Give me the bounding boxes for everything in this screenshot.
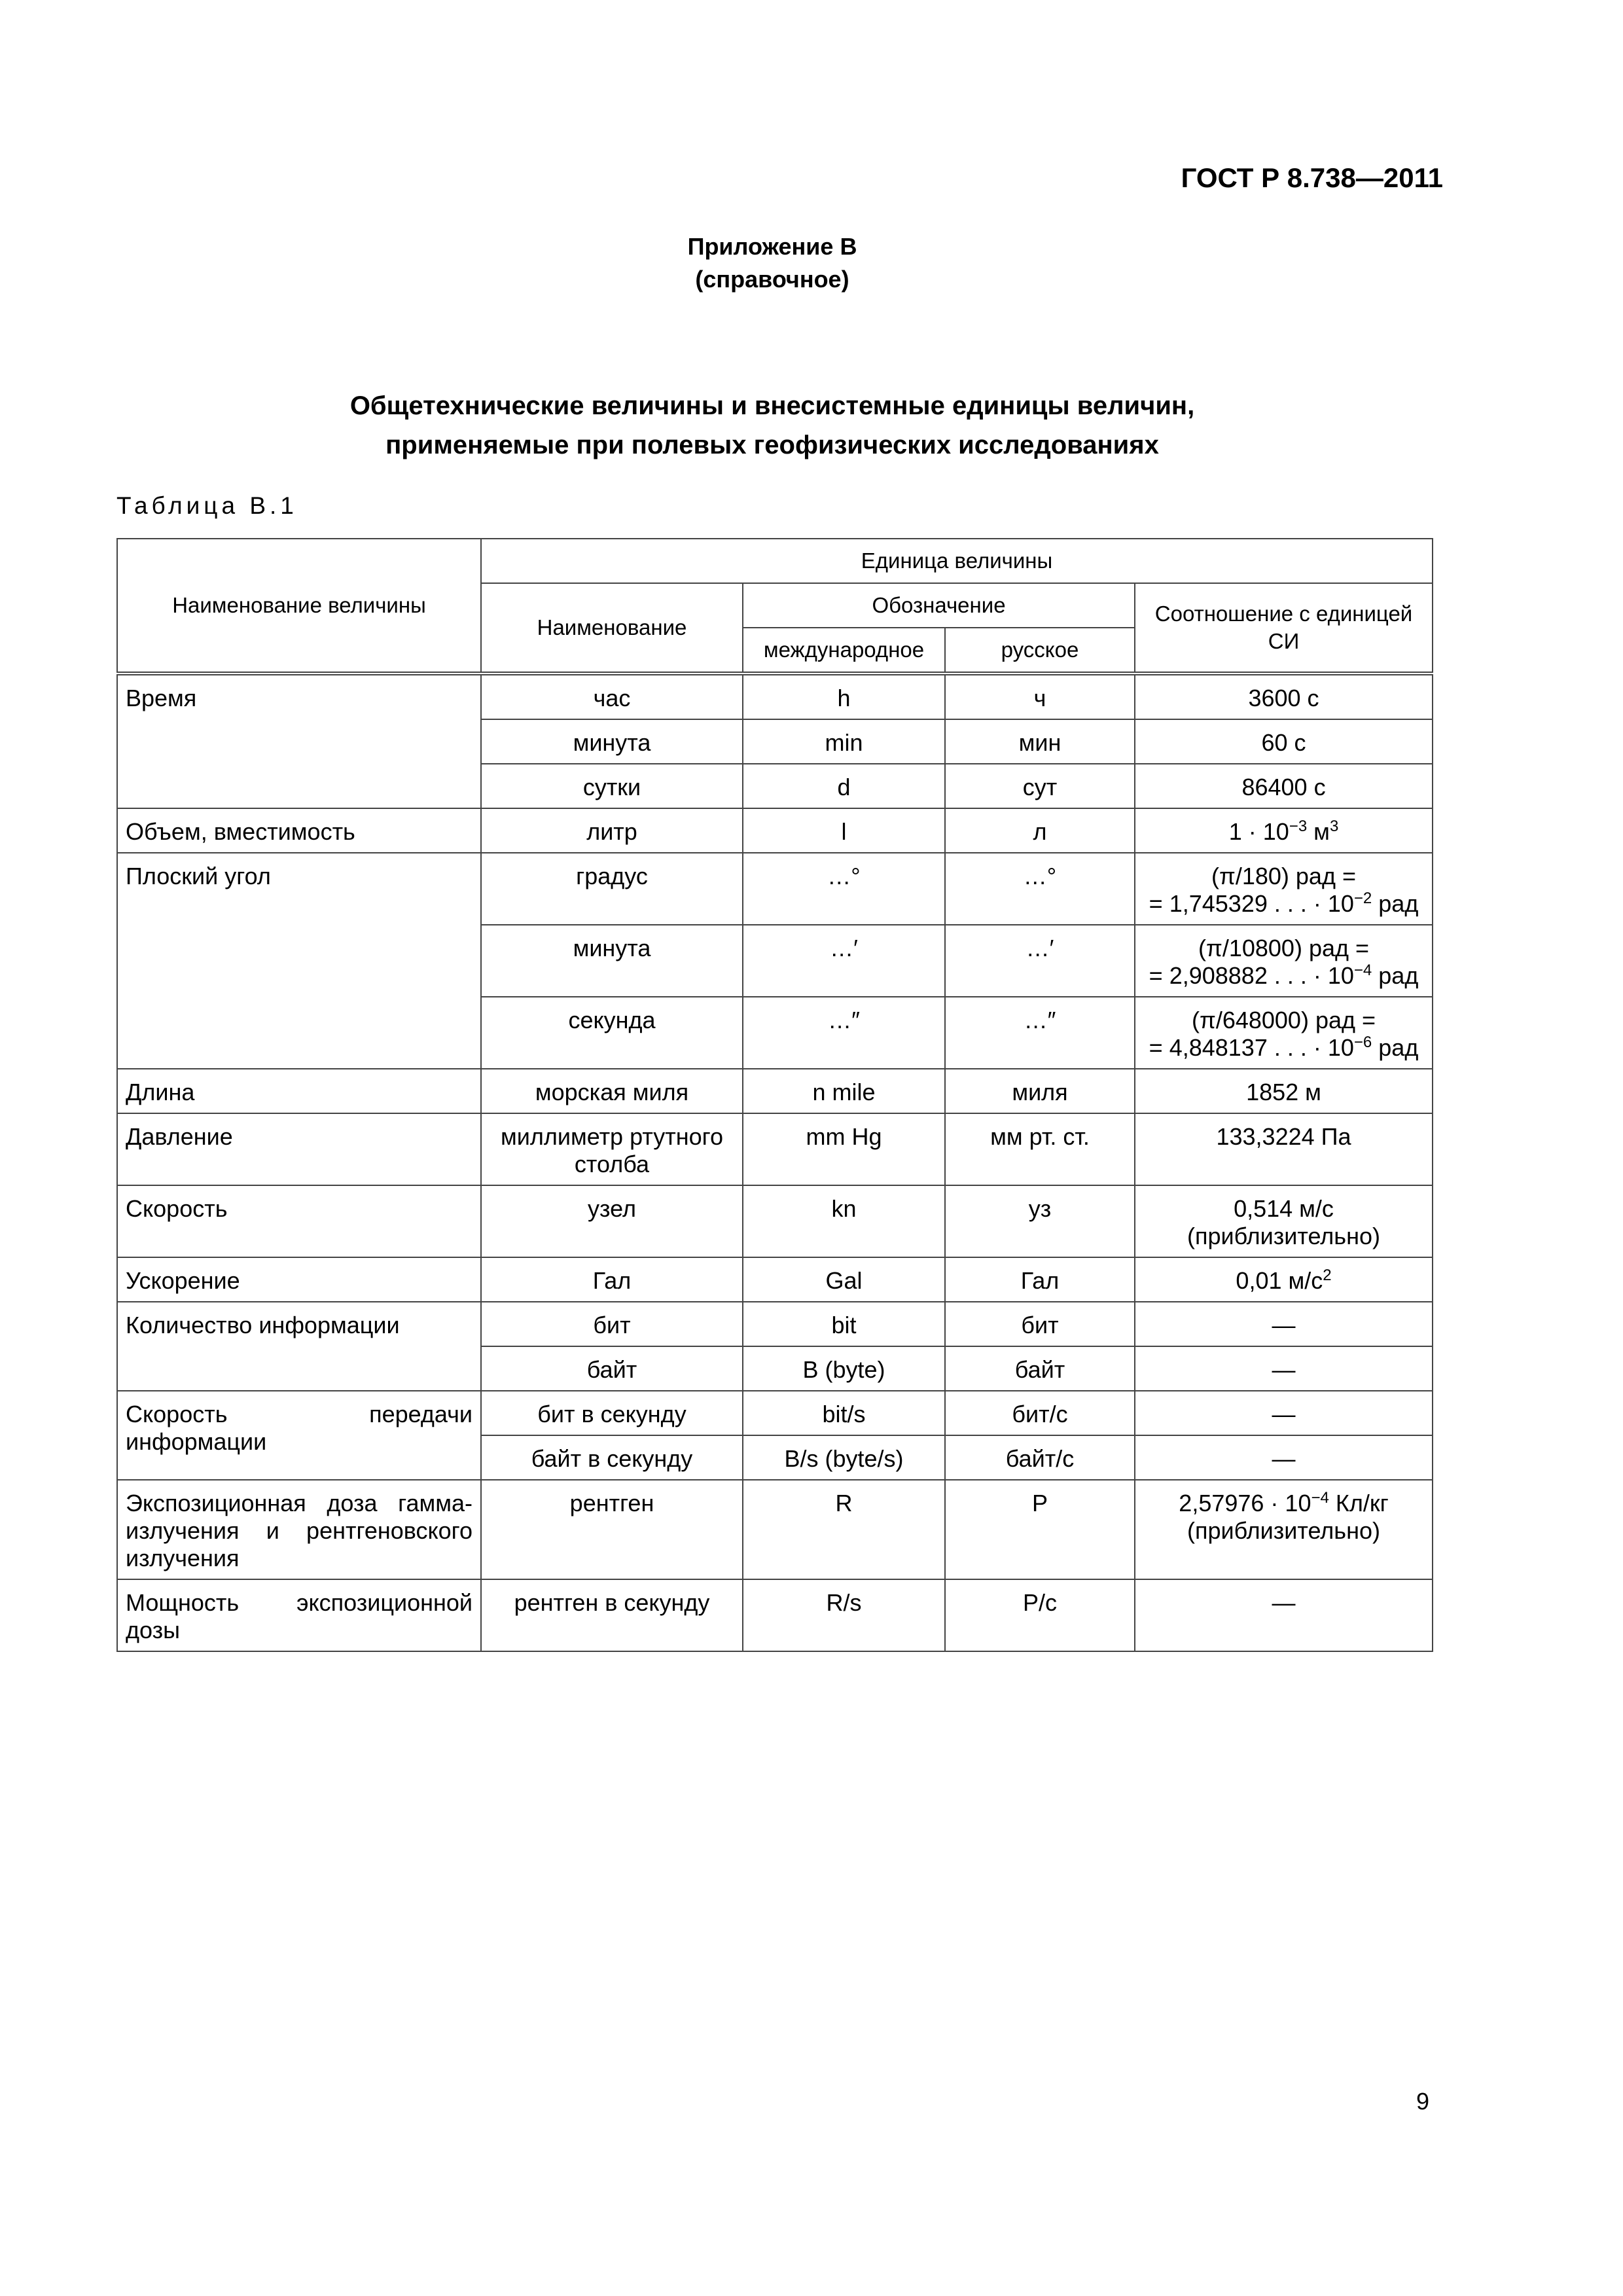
table-row <box>117 673 1433 719</box>
si-relation-cell: 0,01 $м/с^2$ <box>1135 1257 1433 1302</box>
unit-name-cell: Гал <box>481 1257 743 1302</box>
si-relation-cell: — <box>1135 1346 1433 1391</box>
si-relation-cell: — <box>1135 1302 1433 1346</box>
intl-symbol-cell: l <box>743 808 945 853</box>
rus-symbol-cell: …° <box>945 853 1135 925</box>
quantity-cell: Время <box>117 673 481 808</box>
unit-name-cell: байт в секунду <box>481 1435 743 1480</box>
unit-name-cell: байт <box>481 1346 743 1391</box>
header-quantity-name: Наименование величины <box>117 539 481 673</box>
table-row <box>117 853 1433 925</box>
si-relation-cell: $2,57976 \cdot 10^{-4}$ Кл/кг (приблизительно) <box>1135 1480 1433 1579</box>
si-relation-cell: — <box>1135 1579 1433 1651</box>
si-relation-cell: 133,3224 Па <box>1135 1113 1433 1185</box>
header-unit: Единица величины <box>481 539 1433 583</box>
rus-symbol-cell: Р/с <box>945 1579 1135 1651</box>
intl-symbol-cell: n mile <box>743 1069 945 1113</box>
quantity-cell: Ускорение <box>117 1257 481 1302</box>
table-row <box>117 1391 1433 1435</box>
unit-name-cell: минута <box>481 925 743 997</box>
quantity-cell: Плоский угол <box>117 853 481 1069</box>
page-number: 9 <box>1416 2088 1429 2115</box>
units-table <box>116 538 1433 1652</box>
section-title-line-1: Общетехнические величины и внесистемные единицы величин, <box>349 391 1195 420</box>
unit-name-cell: минута <box>481 719 743 764</box>
si-relation-cell: 1852 м <box>1135 1069 1433 1113</box>
rus-symbol-cell: Гал <box>945 1257 1135 1302</box>
table-row <box>117 1113 1433 1185</box>
header-si-relation: Соотношение с единицей СИ <box>1135 583 1433 673</box>
quantity-cell: Количество информации <box>117 1302 481 1391</box>
si-relation-cell: 60 с <box>1135 719 1433 764</box>
intl-symbol-cell: R <box>743 1480 945 1579</box>
appendix-subtitle: (справочное) <box>695 266 849 293</box>
table-row <box>117 1257 1433 1302</box>
intl-symbol-cell: R/s <box>743 1579 945 1651</box>
table-body <box>117 673 1433 1651</box>
intl-symbol-cell: mm Hg <box>743 1113 945 1185</box>
intl-symbol-cell: Gal <box>743 1257 945 1302</box>
unit-name-cell: бит в секунду <box>481 1391 743 1435</box>
rus-symbol-cell: л <box>945 808 1135 853</box>
quantity-cell: Длина <box>117 1069 481 1113</box>
intl-symbol-cell: …″ <box>743 997 945 1069</box>
rus-symbol-cell: мин <box>945 719 1135 764</box>
unit-name-cell: рентген в секунду <box>481 1579 743 1651</box>
rus-symbol-cell: …″ <box>945 997 1135 1069</box>
unit-name-cell: миллиметр ртутного столба <box>481 1113 743 1185</box>
intl-symbol-cell: …′ <box>743 925 945 997</box>
rus-symbol-cell: Р <box>945 1480 1135 1579</box>
unit-name-cell: узел <box>481 1185 743 1257</box>
rus-symbol-cell: сут <box>945 764 1135 808</box>
table-row <box>117 1185 1433 1257</box>
si-relation-cell: 86400 с <box>1135 764 1433 808</box>
table-row <box>117 1579 1433 1651</box>
rus-symbol-cell: миля <box>945 1069 1135 1113</box>
quantity-cell: Скорость передачи информации <box>117 1391 481 1480</box>
si-relation-cell: $1 \cdot 10^{-3}$ $м^3$ <box>1135 808 1433 853</box>
quantity-cell: Мощность экспозиционной дозы <box>117 1579 481 1651</box>
si-relation-cell: 3600 с <box>1135 673 1433 719</box>
rus-symbol-cell: байт <box>945 1346 1135 1391</box>
intl-symbol-cell: B (byte) <box>743 1346 945 1391</box>
header-russian: русское <box>945 628 1135 673</box>
quantity-cell: Объем, вместимость <box>117 808 481 853</box>
table-row <box>117 1480 1433 1579</box>
intl-symbol-cell: min <box>743 719 945 764</box>
quantity-cell: Давление <box>117 1113 481 1185</box>
unit-name-cell: литр <box>481 808 743 853</box>
quantity-cell: Экспозиционная доза гамма-излучения и рентгеновского излучения <box>117 1480 481 1579</box>
si-relation-cell: — <box>1135 1391 1433 1435</box>
intl-symbol-cell: h <box>743 673 945 719</box>
appendix-title: Приложение В <box>687 233 857 260</box>
quantity-cell: Скорость <box>117 1185 481 1257</box>
intl-symbol-cell: bit/s <box>743 1391 945 1435</box>
unit-name-cell: час <box>481 673 743 719</box>
rus-symbol-cell: бит/с <box>945 1391 1135 1435</box>
intl-symbol-cell: B/s (byte/s) <box>743 1435 945 1480</box>
section-title <box>0 386 1544 465</box>
unit-name-cell: сутки <box>481 764 743 808</box>
intl-symbol-cell: kn <box>743 1185 945 1257</box>
document-code: ГОСТ Р 8.738—2011 <box>1181 162 1443 193</box>
rus-symbol-cell: уз <box>945 1185 1135 1257</box>
si-relation-cell: (π/648000) рад = = 4,848137 . . . · $10^{-6}$ рад <box>1135 997 1433 1069</box>
header-designation: Обозначение <box>743 583 1135 628</box>
rus-symbol-cell: бит <box>945 1302 1135 1346</box>
unit-name-cell: градус <box>481 853 743 925</box>
intl-symbol-cell: …° <box>743 853 945 925</box>
section-title-line-2: применяемые при полевых геофизических исследованиях <box>385 431 1159 459</box>
header-unit-name: Наименование <box>481 583 743 673</box>
unit-name-cell: секунда <box>481 997 743 1069</box>
intl-symbol-cell: d <box>743 764 945 808</box>
rus-symbol-cell: байт/с <box>945 1435 1135 1480</box>
si-relation-cell: (π/180) рад = = 1,745329 . . . · $10^{-2}$ рад <box>1135 853 1433 925</box>
header-international: международное <box>743 628 945 673</box>
unit-name-cell: рентген <box>481 1480 743 1579</box>
rus-symbol-cell: …′ <box>945 925 1135 997</box>
rus-symbol-cell: ч <box>945 673 1135 719</box>
rus-symbol-cell: мм рт. ст. <box>945 1113 1135 1185</box>
si-relation-cell: — <box>1135 1435 1433 1480</box>
table-row <box>117 1069 1433 1113</box>
unit-name-cell: бит <box>481 1302 743 1346</box>
unit-name-cell: морская миля <box>481 1069 743 1113</box>
intl-symbol-cell: bit <box>743 1302 945 1346</box>
appendix-heading <box>0 230 1544 296</box>
table-label: Таблица В.1 <box>116 492 298 519</box>
table-header <box>117 539 1433 673</box>
si-relation-cell: (π/10800) рад = = 2,908882 . . . · $10^{-4}$ рад <box>1135 925 1433 997</box>
si-relation-cell: 0,514 м/с (приблизительно) <box>1135 1185 1433 1257</box>
table-row <box>117 808 1433 853</box>
table-row <box>117 1302 1433 1346</box>
